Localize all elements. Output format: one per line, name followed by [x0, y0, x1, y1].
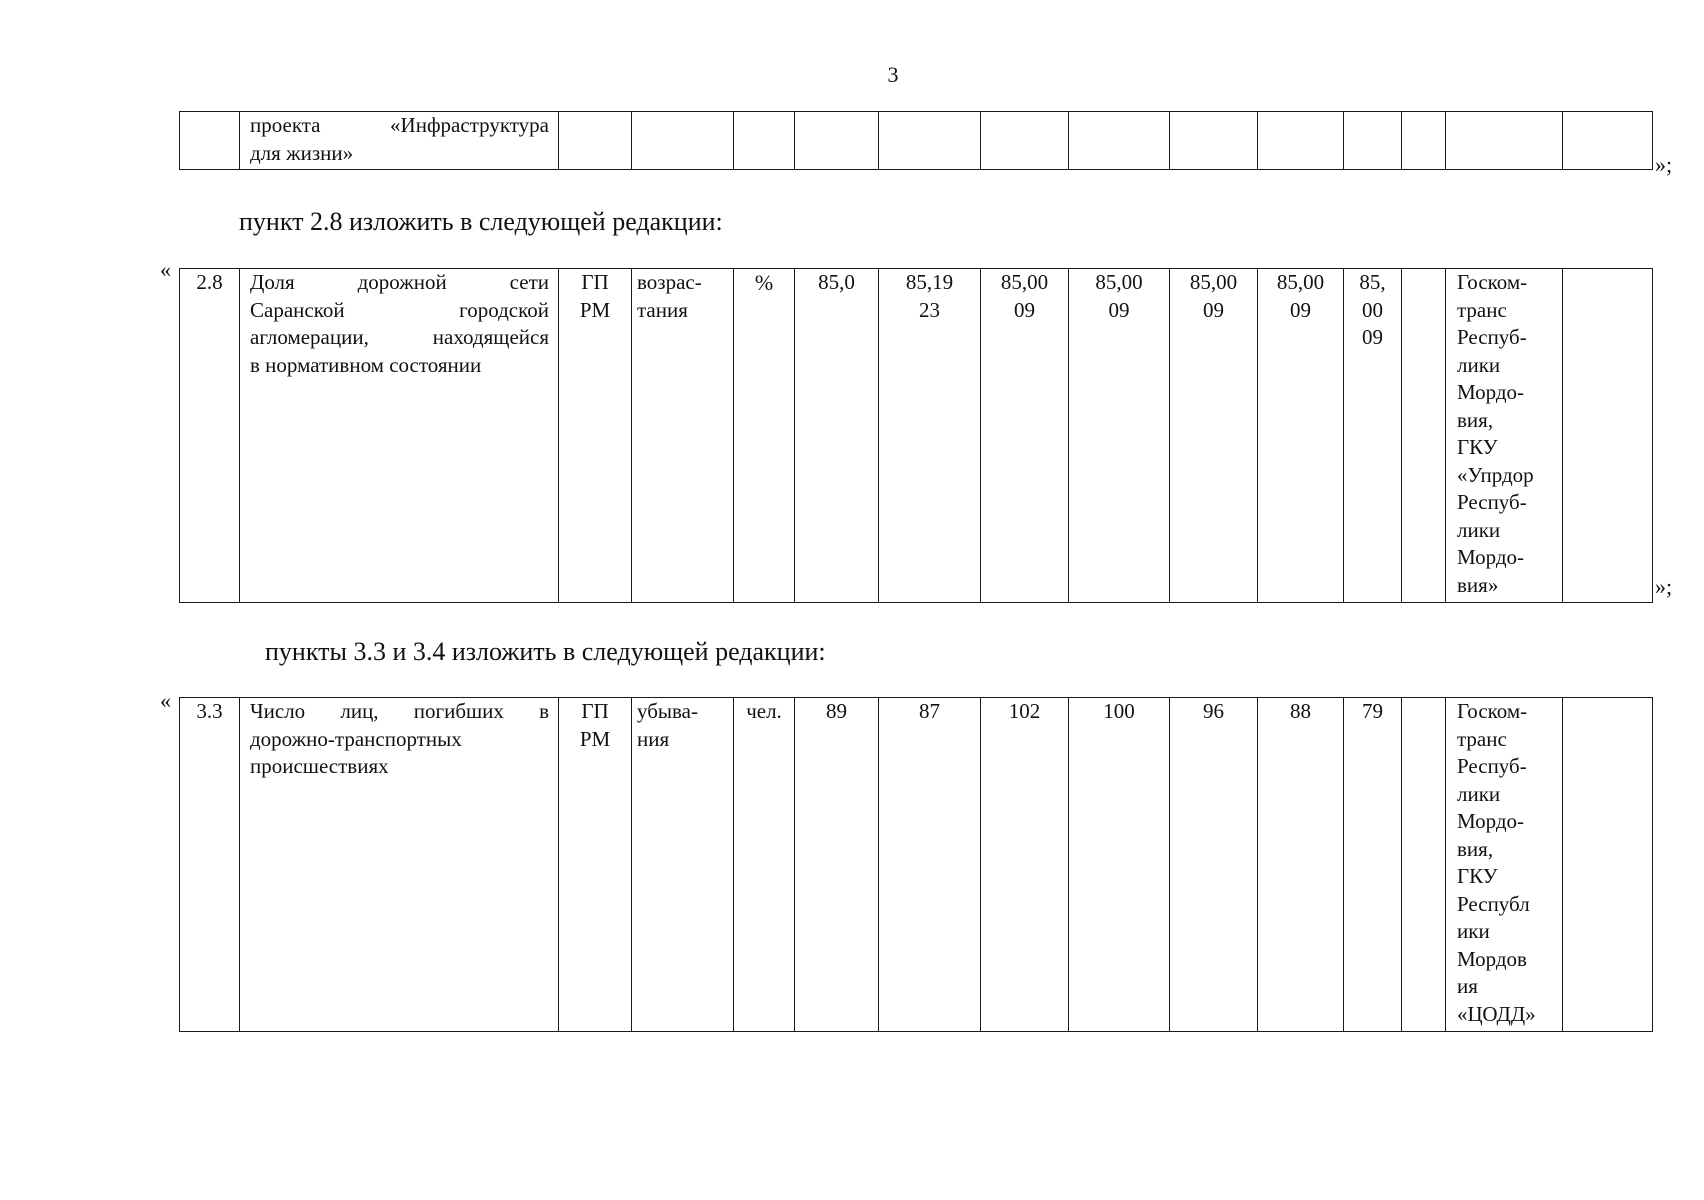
responsible-line: Респуб-	[1457, 490, 1527, 514]
indicator-name-line: для жизни»	[250, 140, 354, 165]
responsible-line: ики	[1457, 919, 1490, 943]
cell-value	[795, 269, 879, 603]
closing-quote: »;	[1655, 152, 1673, 177]
table-row	[180, 269, 1653, 603]
cell-last	[1563, 112, 1653, 170]
cell-value	[879, 269, 981, 603]
responsible-line: Мордо-	[1457, 809, 1525, 833]
responsible-line: ГКУ	[1457, 864, 1498, 888]
responsible-line: Мордов	[1457, 946, 1527, 971]
cell-indicator-name	[240, 269, 559, 603]
cell-last	[1563, 269, 1653, 603]
value-line: 85,00	[1276, 270, 1325, 294]
responsible-line: вия,	[1457, 836, 1494, 861]
value-line: 23	[919, 297, 940, 322]
value-line: 09	[1014, 297, 1035, 322]
trend-line: убыва-	[637, 699, 698, 723]
trend-line: ния	[637, 726, 670, 751]
table-top-fragment	[179, 111, 1653, 170]
responsible-line: Мордо-	[1457, 545, 1525, 569]
cell-value	[1170, 112, 1258, 170]
responsible-line: Мордо-	[1457, 380, 1525, 404]
cell-value	[981, 112, 1069, 170]
cell-value	[879, 112, 981, 170]
cell-trend	[632, 269, 734, 603]
cell-value	[1258, 269, 1344, 603]
cell-value: 88	[1258, 698, 1344, 1032]
indicator-name-line: Саранской городской	[250, 297, 549, 322]
value-line: 09	[1108, 297, 1130, 322]
paragraph-3-3: пункты 3.3 и 3.4 изложить в следующей редакции:	[265, 637, 826, 666]
indicator-name-line: агломерации, находящейся	[250, 325, 549, 349]
responsible-line: ия	[1457, 974, 1478, 998]
program-line: ГП	[581, 699, 609, 723]
value-line: 09	[1203, 297, 1224, 322]
table-row	[180, 698, 1653, 1032]
cell-trend	[632, 698, 734, 1032]
value-line: 85,00	[1000, 270, 1049, 294]
cell-value: 89	[795, 698, 879, 1032]
indicator-name-line: Число лиц, погибших в	[250, 699, 549, 723]
cell-responsible	[1446, 269, 1563, 603]
responsible-line: Респуб-	[1457, 325, 1527, 349]
responsible-line: Госком-	[1457, 699, 1528, 723]
cell-value	[1258, 112, 1344, 170]
responsible-line: «Упрдор	[1457, 462, 1534, 487]
cell-value: 79	[1344, 698, 1402, 1032]
cell-value	[1069, 269, 1170, 603]
indicator-name-line: дорожно-транспортных	[250, 726, 462, 751]
value-line: 00	[1362, 297, 1383, 322]
cell-value	[1170, 269, 1258, 603]
indicator-name-line: Доля дорожной сети	[250, 270, 549, 294]
cell-responsible	[1446, 698, 1563, 1032]
responsible-line: лики	[1457, 781, 1501, 806]
responsible-line: лики	[1457, 352, 1501, 377]
cell-num: 2.8	[180, 269, 240, 603]
page-number: 3	[887, 62, 899, 87]
responsible-line: лики	[1457, 517, 1501, 542]
cell-value: 100	[1069, 698, 1170, 1032]
responsible-line: ГКУ	[1457, 435, 1498, 459]
cell-unit: %	[734, 269, 795, 603]
opening-quote: «	[160, 257, 171, 282]
responsible-line: Республ	[1457, 891, 1530, 916]
trend-line: тания	[637, 297, 688, 322]
cell-program	[559, 698, 632, 1032]
table-row-3-3	[179, 697, 1653, 1032]
responsible-line: транс	[1457, 726, 1507, 751]
responsible-line: вия,	[1457, 407, 1494, 432]
program-line: РМ	[579, 297, 611, 322]
cell-value: 96	[1170, 698, 1258, 1032]
responsible-line: вия»	[1457, 572, 1499, 597]
cell-value	[795, 112, 879, 170]
cell-responsible	[1446, 112, 1563, 170]
cell-value	[1069, 112, 1170, 170]
cell-value	[1402, 269, 1446, 603]
cell-indicator-name	[240, 698, 559, 1032]
indicator-name-line: проекта «Инфраструктура	[250, 113, 549, 137]
cell-unit	[734, 112, 795, 170]
cell-value: 102	[981, 698, 1069, 1032]
value-line: 09	[1362, 325, 1383, 349]
table-row	[180, 112, 1653, 170]
cell-value	[981, 269, 1069, 603]
cell-num	[180, 112, 240, 170]
responsible-line: «ЦОДД»	[1457, 1001, 1536, 1026]
value-line: 85,0	[818, 270, 855, 294]
value-line: 09	[1290, 297, 1311, 322]
program-line: РМ	[579, 726, 611, 751]
trend-line: возрас-	[637, 270, 702, 294]
cell-unit: чел.	[734, 698, 795, 1032]
responsible-line: Респуб-	[1457, 754, 1527, 778]
opening-quote: «	[160, 688, 171, 713]
program-line: ГП	[581, 270, 609, 294]
responsible-line: транс	[1457, 297, 1507, 322]
value-line: 85,00	[1189, 270, 1238, 294]
cell-program	[559, 112, 632, 170]
cell-last	[1563, 698, 1653, 1032]
cell-value	[1402, 698, 1446, 1032]
value-line: 85,00	[1095, 270, 1143, 294]
cell-program	[559, 269, 632, 603]
indicator-name-line: происшествиях	[250, 754, 389, 778]
table-row-2-8	[179, 268, 1653, 603]
value-line: 85,19	[905, 270, 954, 294]
closing-quote: »;	[1655, 574, 1673, 599]
paragraph-2-8: пункт 2.8 изложить в следующей редакции:	[239, 207, 723, 236]
cell-value: 87	[879, 698, 981, 1032]
cell-value	[1344, 269, 1402, 603]
responsible-line: Госком-	[1457, 270, 1528, 294]
value-line: 85,	[1359, 270, 1386, 294]
cell-indicator-name	[240, 112, 559, 170]
cell-value	[1344, 112, 1402, 170]
cell-trend	[632, 112, 734, 170]
cell-num: 3.3	[180, 698, 240, 1032]
cell-value	[1402, 112, 1446, 170]
indicator-name-line: в нормативном состоянии	[250, 352, 482, 377]
